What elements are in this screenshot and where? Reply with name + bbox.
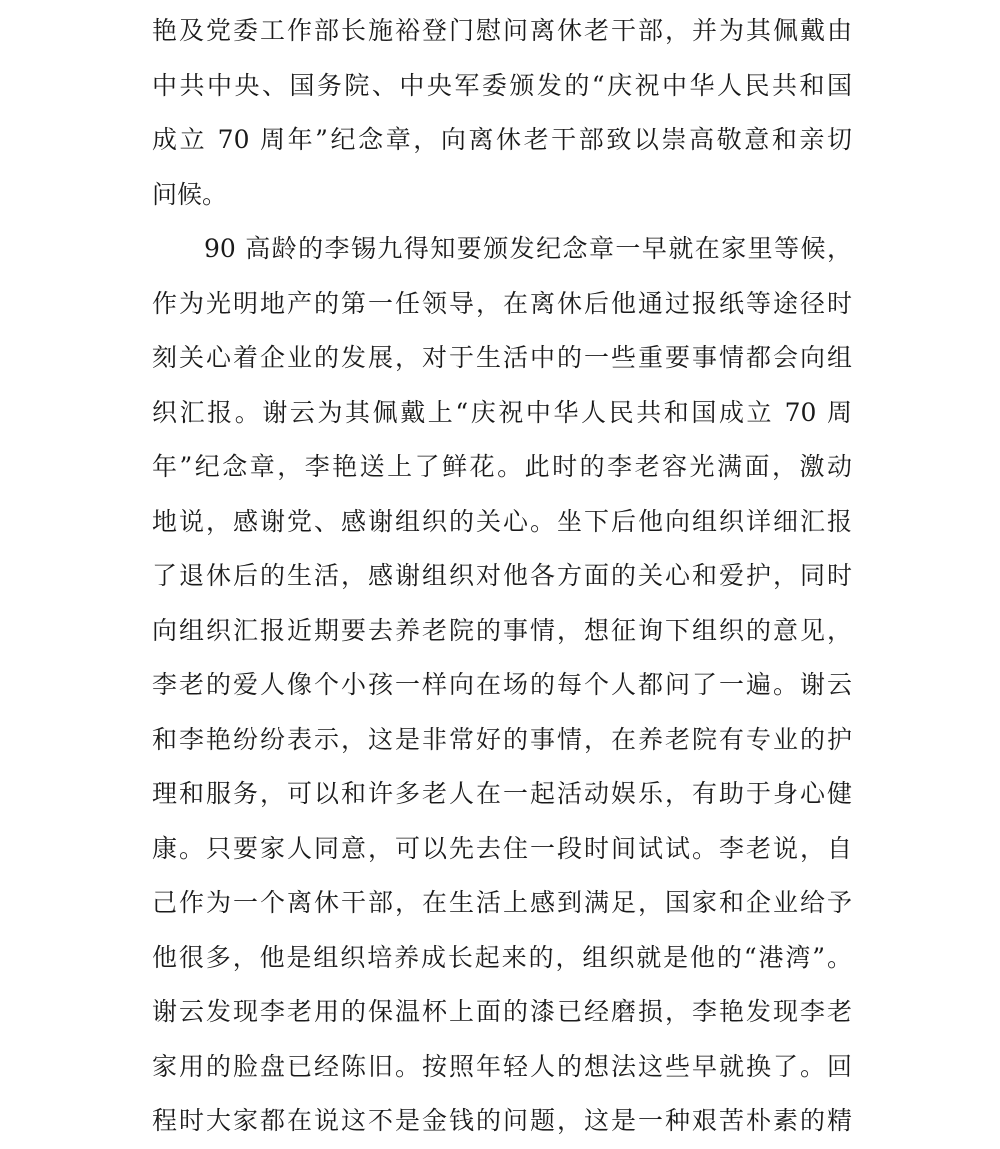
text-line: 和李艳纷纷表示，这是非常好的事情，在养老院有专业的护 (152, 724, 852, 754)
text-line: 中共中央、国务院、中央军委颁发的“庆祝中华人民共和国 (152, 70, 852, 100)
text-line: 己作为一个离休干部，在生活上感到满足，国家和企业给予 (152, 888, 852, 917)
text-line: 了退休后的生活，感谢组织对他各方面的关心和爱护，同时 (152, 561, 852, 590)
text-line: 李老的爱人像个小孩一样向在场的每个人都问了一遍。谢云 (152, 670, 852, 699)
text-line: 艳及党委工作部长施裕登门慰问离休老干部，并为其佩戴由 (152, 16, 852, 45)
text-line: 向组织汇报近期要去养老院的事情，想征询下组织的意见， (152, 615, 852, 645)
text-line: 谢云发现李老用的保温杯上面的漆已经磨损，李艳发现李老 (152, 997, 852, 1026)
text-line: 成立 70 周年”纪念章，向离休老干部致以崇高敬意和亲切 (152, 125, 852, 154)
text-line: 地说，感谢党、感谢组织的关心。坐下后他向组织详细汇报 (152, 506, 852, 536)
paragraph-2 (152, 222, 852, 1149)
text-line: 问候。 (152, 179, 228, 209)
text-line: 程时大家都在说这不是金钱的问题，这是一种艰苦朴素的精 (152, 1106, 852, 1135)
text-line: 他很多，他是组织培养成长起来的，组织就是他的“港湾”。 (152, 942, 852, 972)
text-line: 刻关心着企业的发展，对于生活中的一些重要事情都会向组 (152, 343, 852, 372)
text-line: 90 高龄的李锡九得知要颁发纪念章一早就在家里等候， (204, 234, 852, 263)
text-line: 康。只要家人同意，可以先去住一段时间试试。李老说，自 (152, 833, 852, 863)
text-line: 织汇报。谢云为其佩戴上“庆祝中华人民共和国成立 70 周 (152, 397, 852, 427)
text-line: 年”纪念章，李艳送上了鲜花。此时的李老容光满面，激动 (152, 452, 852, 481)
paragraph-1 (152, 4, 852, 222)
text-line: 家用的脸盘已经陈旧。按照年轻人的想法这些早就换了。回 (152, 1051, 852, 1081)
text-line: 作为光明地产的第一任领导，在离休后他通过报纸等途径时 (152, 288, 852, 318)
article-body (152, 4, 852, 1149)
text-line: 理和服务，可以和许多老人在一起活动娱乐，有助于身心健 (152, 779, 852, 808)
